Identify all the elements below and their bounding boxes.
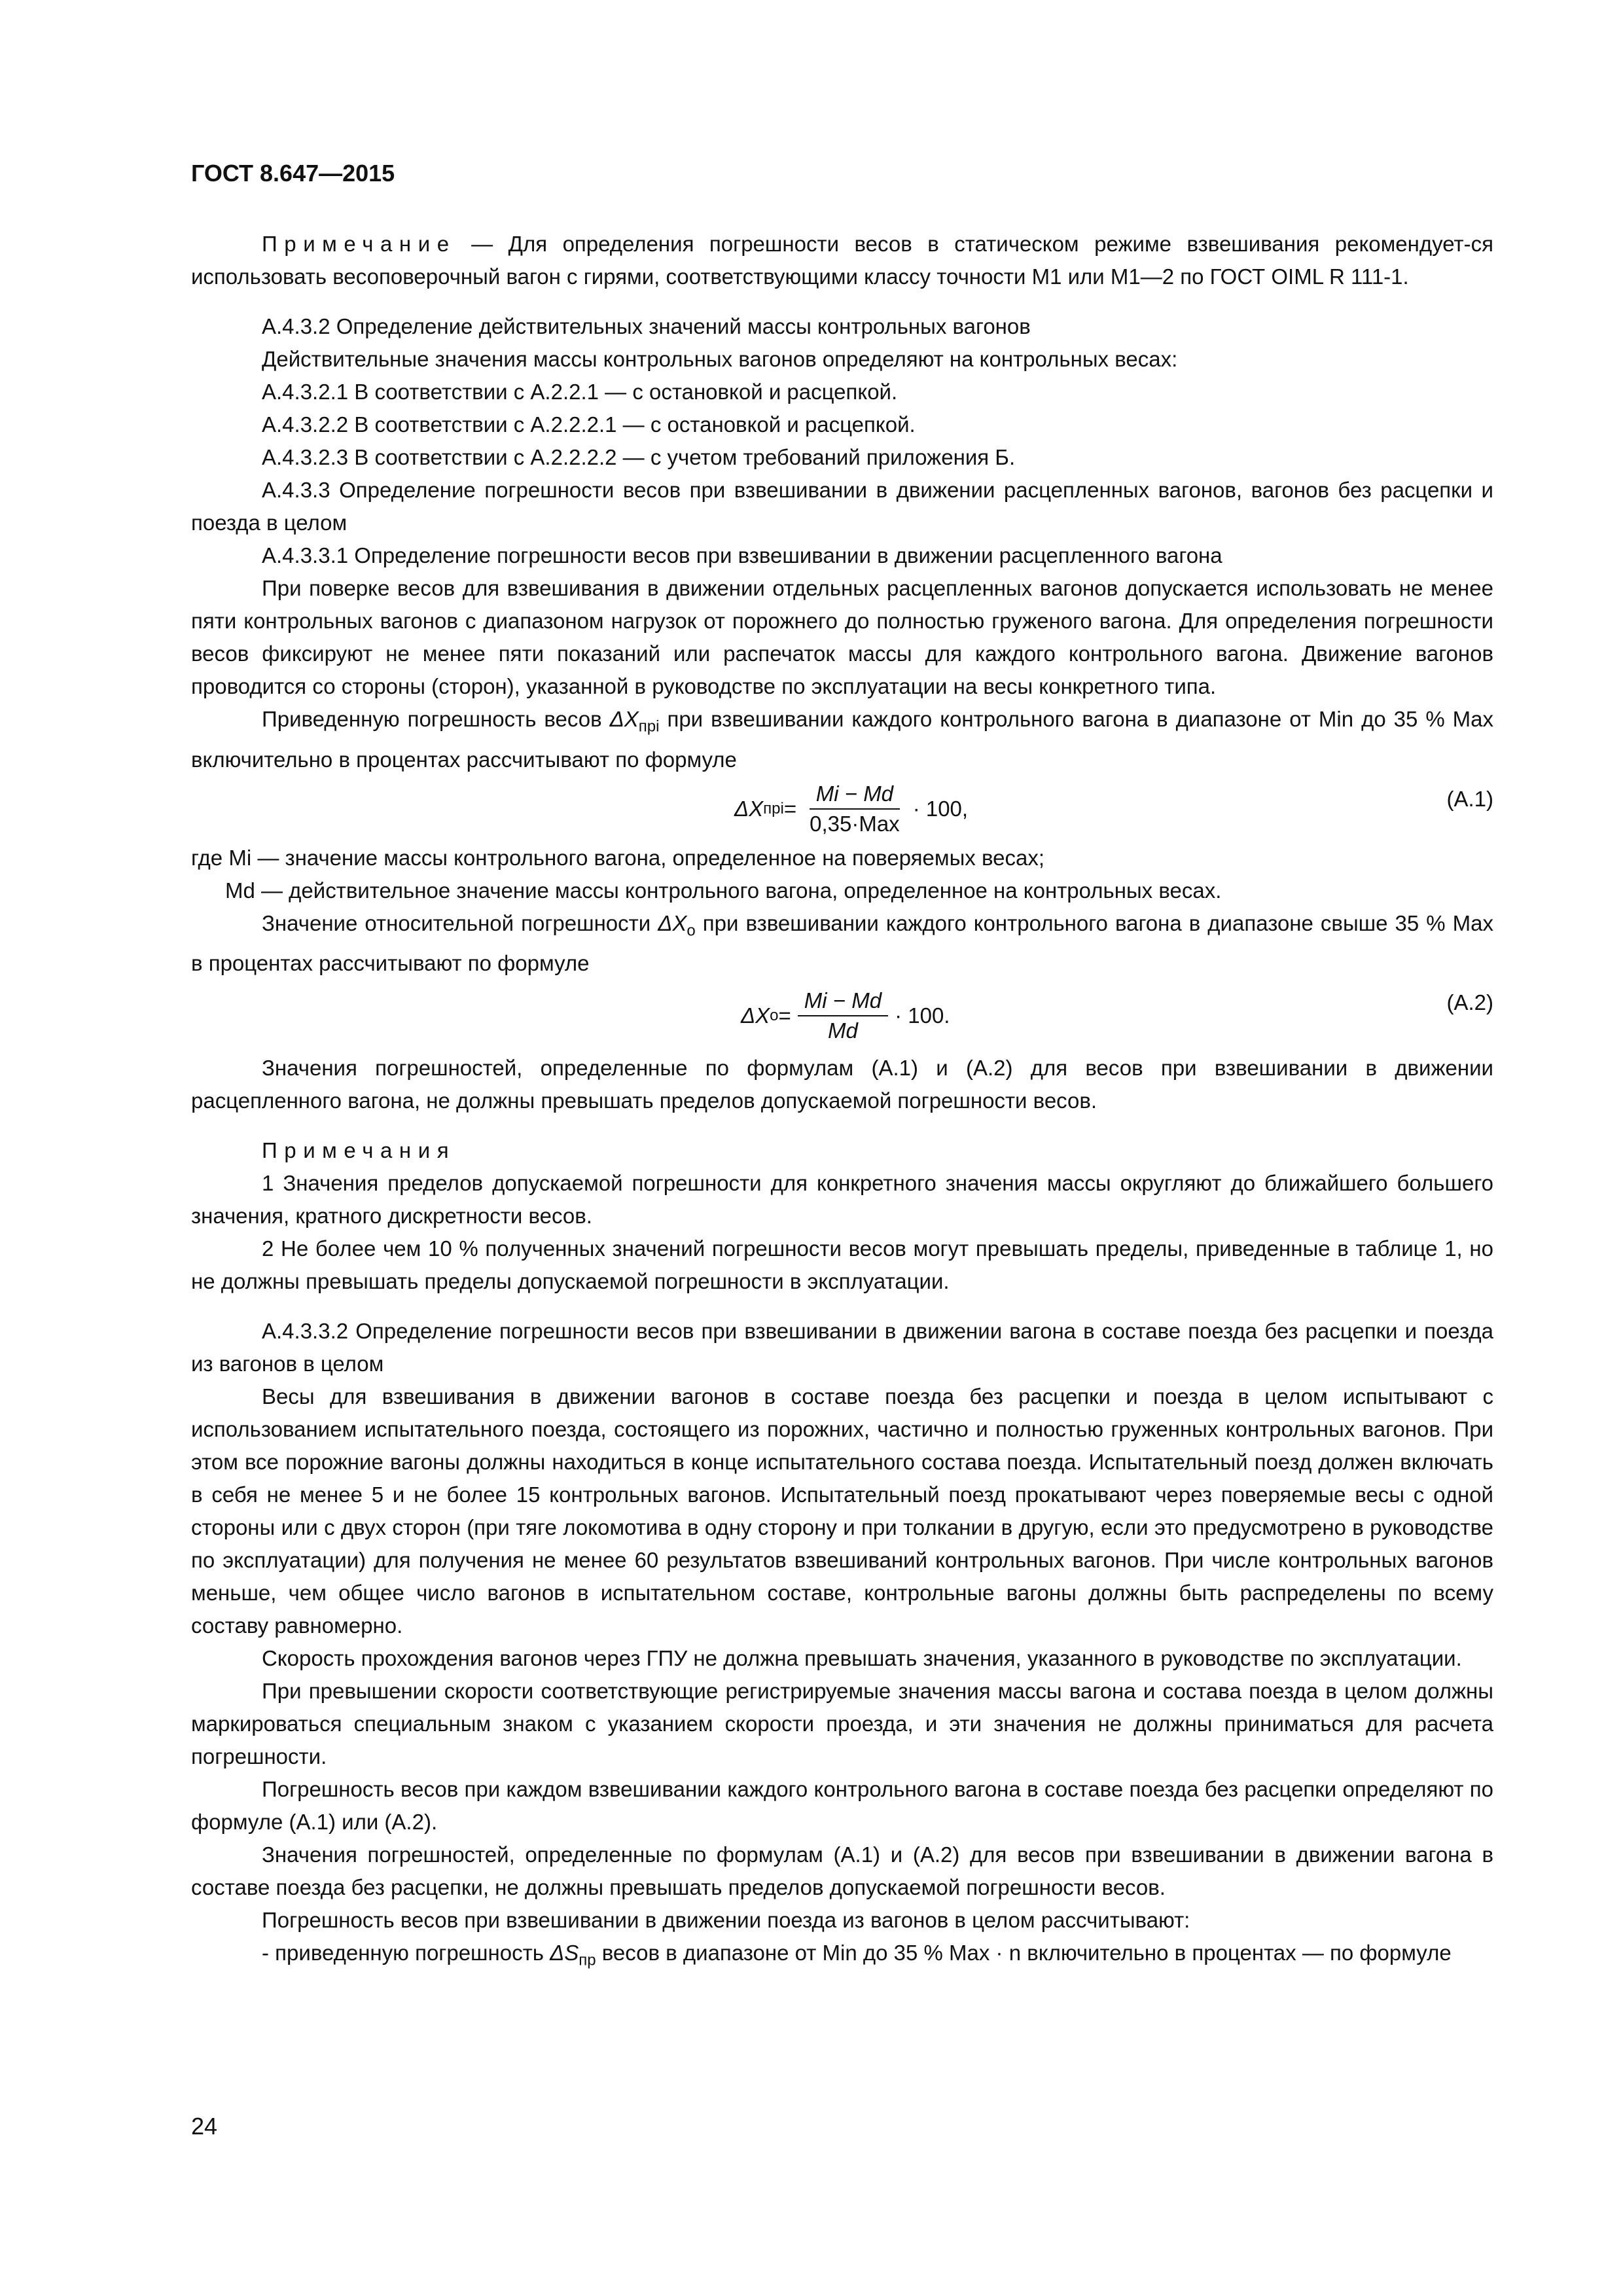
paragraph-relative-error: Значение относительной погрешности $\Delta X_о$ при взвешивании каждого контрольного вагона в диапазоне свыше 35 % Max в процентах рассчитывают по формуле (191, 910, 1494, 976)
formula-a1-denominator: 0,35·Max (810, 811, 900, 836)
formula-a1-fraction (803, 780, 906, 838)
formula-a2-lhs: ΔX (741, 1003, 770, 1028)
paragraph-error-values: Значения погрешностей, определенные по формулам (А.1) и (А.2) для весов при взвешивании в движении вагона в составе поезда без расцепки, не должны превышать пределов допускаемой погрешности весов. (191, 1842, 1493, 1900)
note-1: 1 Значения пределов допускаемой погрешности для конкретного значения массы округляют до ближайшего большего значения, кратного дискретности весов. (191, 1171, 1493, 1229)
note-static-weighing (191, 228, 1493, 293)
formula-a2-numerator: Mi − Md (798, 986, 888, 1016)
where-mi: где Mi — значение массы контрольного вагона, определенное на поверяемых весах; (191, 845, 1044, 870)
section-a4323: А.4.3.2.3 В соответствии с А.2.2.2.2 — с учетом требований приложения Б. (262, 445, 1016, 469)
formula-a2-denominator: Md (828, 1018, 858, 1043)
document-body (191, 228, 1493, 1977)
note-label: Примечание (262, 232, 456, 256)
paragraph-speed: Скорость прохождения вагонов через ГПУ не должна превышать значения, указанного в руководстве по эксплуатации. (262, 1646, 1462, 1671)
section-a4321: А.4.3.2.1 В соответствии с А.2.2.1 — с остановкой и расцепкой. (262, 380, 898, 404)
section-a4322: А.4.3.2.2 В соответствии с А.2.2.2.1 — с остановкой и расцепкой. (262, 412, 916, 437)
paragraph-reduced-train-error: - приведенную погрешность $\Delta S_{пр}$ весов в диапазоне от Min до 35 % Max · n включительно в процентах — по формуле (262, 1941, 1452, 1969)
paragraph-verification: При поверке весов для взвешивания в движении отдельных расцепленных вагонов допускается использовать не менее пяти контрольных вагонов с диапазоном нагрузок от порожнего до полностью груженого вагона. Для определения погрешности весов фиксируют не менее пяти показаний или распечаток массы для каждого контрольного вагона. Движение вагонов проводится со стороны (сторон), указанной в руководстве по эксплуатации на весы конкретного типа. (191, 576, 1493, 698)
formula-a1-lhs: ΔX (734, 796, 764, 821)
notes-label: Примечания (262, 1138, 456, 1163)
paragraph-test-train: Весы для взвешивания в движении вагонов в составе поезда без расцепки и поезда в целом испытывают с использованием испытательного поезда, состоящего из порожних, частично и полностью груженных контрольных вагонов. При этом все порожние вагоны должны находиться в конце испытательного состава поезда. Испытательный поезд должен включать в себя не менее 5 и не более 15 контрольных вагонов. Испытательный поезд прокатывают через поверяемые весы с одной стороны или с двух сторон (при тяге локомотива в одну сторону и при толкании в другую, если это предусмотрено в руководстве по эксплуатации) для получения не менее 60 результатов взвешиваний контрольных вагонов. При числе контрольных вагонов меньше, чем общее число вагонов в испытательном составе, контрольные вагоны должны быть распределены по всему составу равномерно. (191, 1384, 1493, 1638)
formula-a1: ΔX прi = $\frac{Mi - Md}{\text{0,35·Max}}$ · 100, (А.1) (191, 776, 1493, 842)
paragraph-error-formula: Погрешность весов при каждом взвешивании каждого контрольного вагона в составе поезда без расцепки определяют по формуле (А.1) или (А.2). (191, 1777, 1493, 1835)
page-number: 24 (191, 2113, 218, 2140)
where-md: Md — действительное значение массы контрольного вагона, определенное на контрольных весах. (225, 878, 1222, 903)
formula-a2: ΔX о = $\frac{Mi - Md}{Md}$ · 100. (А.2) (191, 980, 1493, 1052)
formula-a2-label: (А.2) (1446, 990, 1493, 1015)
formula-a1-numerator: Mi − Md (810, 780, 900, 810)
section-a432: А.4.3.2 Определение действительных значений массы контрольных вагонов (262, 314, 1031, 338)
paragraph-overspeed: При превышении скорости соответствующие регистрируемые значения массы вагона и состава поезда в целом должны маркироваться специальным знаком с указанием скорости проезда, и эти значения не должны приниматься для расчета погрешности. (191, 1679, 1493, 1769)
section-a4331: А.4.3.3.1 Определение погрешности весов при взвешивании в движении расцепленного вагона (262, 543, 1222, 567)
paragraph-limits: Значения погрешностей, определенные по формулам (А.1) и (А.2) для весов при взвешивании в движении расцепленного вагона, не должны превышать пределов допускаемой погрешности весов. (191, 1056, 1493, 1113)
formula-a1-label: (А.1) (1446, 786, 1493, 811)
paragraph-reduced-error: Приведенную погрешность весов $\Delta X_{прi}$ при взвешивании каждого контрольного вагона в диапазоне от Min до 35 % Max включительно в процентах рассчитывают по формуле (191, 707, 1494, 772)
document-header: ГОСТ 8.647—2015 (191, 160, 395, 187)
note-text: — Для определения погрешности весов в статическом режиме взвешивания рекомендует-ся использовать весоповерочный вагон с гирями, соответствующими классу точности М1 или М1—2 по ГОСТ OIML R 111-1. (191, 232, 1493, 289)
paragraph-actual-values: Действительные значения массы контрольных вагонов определяют на контрольных весах: (262, 347, 1178, 371)
paragraph-train-error: Погрешность весов при взвешивании в движении поезда из вагонов в целом рассчитывают: (262, 1908, 1190, 1933)
section-a433: А.4.3.3 Определение погрешности весов при взвешивании в движении расцепленных вагонов, вагонов без расцепки и поезда в целом (191, 478, 1493, 535)
note-2: 2 Не более чем 10 % полученных значений погрешности весов могут превышать пределы, приведенные в таблице 1, но не должны превышать пределы допускаемой погрешности в эксплуатации. (191, 1236, 1493, 1294)
formula-a2-fraction (798, 986, 888, 1045)
section-a4332: А.4.3.3.2 Определение погрешности весов при взвешивании в движении вагона в составе поезда без расцепки и поезда из вагонов в целом (191, 1319, 1493, 1376)
